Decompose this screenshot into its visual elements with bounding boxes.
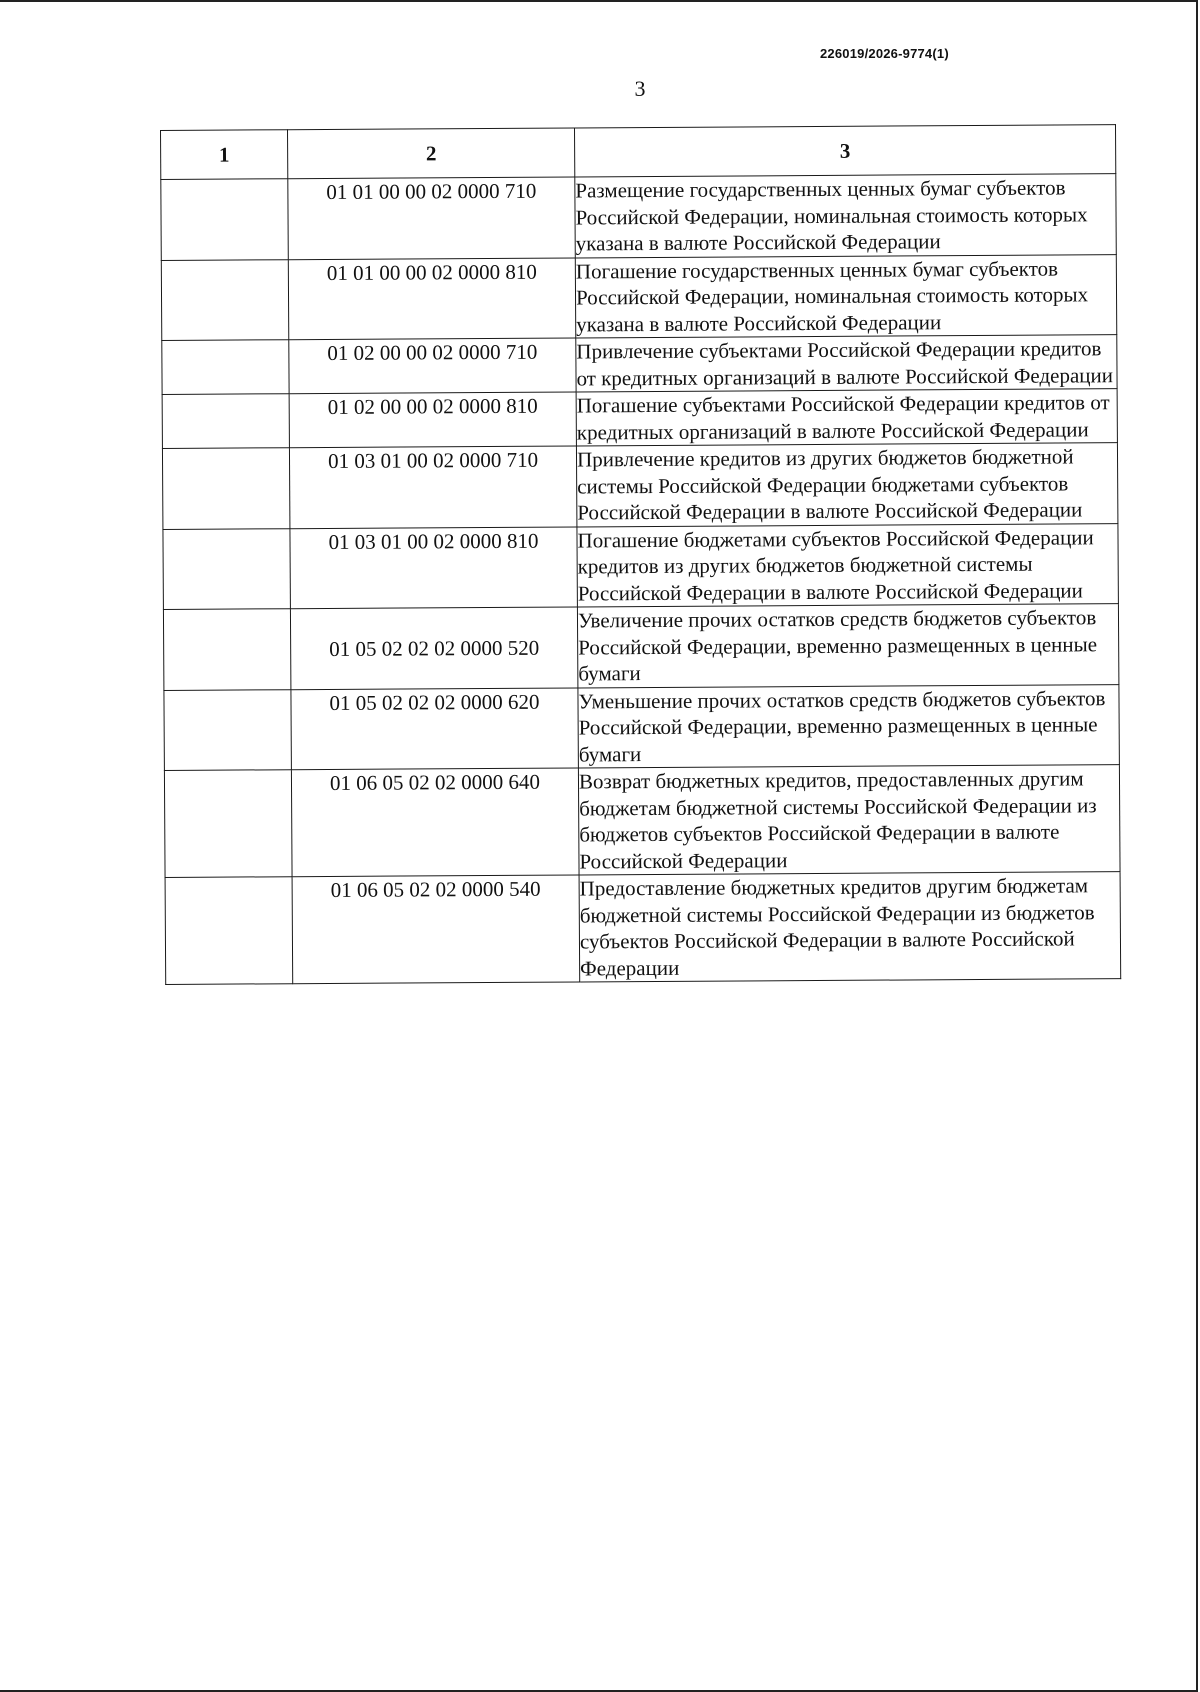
budget-codes-table: [160, 124, 1121, 985]
description-cell: Привлечение кредитов из других бюджетов бюджетной системы Российской Федерации бюджетами субъектов Российской Федерации в валюте Российской Федерации: [576, 443, 1117, 527]
budget-code-cell: 01 03 01 00 02 0000 810: [290, 526, 577, 608]
budget-code-cell: 01 06 05 02 02 0000 640: [291, 768, 579, 877]
column-header-3: 3: [574, 125, 1115, 177]
row-col1-cell: [163, 609, 290, 690]
description-cell: Привлечение субъектами Российской Федерации кредитов от кредитных организаций в валюте Российской Федерации: [576, 335, 1117, 392]
table-row: [162, 443, 1117, 529]
budget-code-cell: 01 02 00 00 02 0000 810: [289, 392, 576, 448]
table-row: [163, 604, 1118, 690]
row-col1-cell: [162, 448, 289, 529]
budget-code-cell: 01 06 05 02 02 0000 540: [292, 875, 580, 984]
description-cell: Погашение государственных ценных бумаг субъектов Российской Федерации, номинальная стоимость которых указана в валюте Российской Федерации: [575, 254, 1116, 338]
budget-code-cell: 01 02 00 00 02 0000 710: [289, 338, 576, 394]
table-row: [164, 684, 1119, 770]
document-id: 226019/2026-9774(1): [820, 46, 949, 61]
table-row: [165, 872, 1121, 985]
budget-code-cell: 01 05 02 02 02 0000 520: [290, 607, 577, 689]
row-col1-cell: [163, 528, 290, 609]
description-cell: Погашение субъектами Российской Федерации кредитов от кредитных организаций в валюте Российской Федерации: [576, 389, 1117, 446]
table-row: [164, 765, 1120, 878]
row-col1-cell: [161, 179, 288, 260]
row-col1-cell: [162, 340, 289, 395]
budget-code-cell: 01 05 02 02 02 0000 620: [291, 687, 578, 769]
table-row: [163, 523, 1118, 609]
row-col1-cell: [162, 394, 289, 449]
row-col1-cell: [164, 770, 292, 878]
table-row: [162, 335, 1117, 395]
table-row: [161, 254, 1116, 340]
description-cell: Предоставление бюджетных кредитов другим бюджетам бюджетной системы Российской Федерации из бюджетов субъектов Российской Федерации в валюте Российской Федерации: [579, 872, 1121, 982]
description-cell: Погашение бюджетами субъектов Российской Федерации кредитов из других бюджетов бюджетной системы Российской Федерации в валюте Российской Федерации: [577, 523, 1118, 607]
description-cell: Возврат бюджетных кредитов, предоставленных другим бюджетам бюджетной системы Российской Федерации из бюджетов субъектов Российской Федерации в валюте Российской Федерации: [578, 765, 1120, 875]
column-header-1: 1: [161, 130, 288, 180]
description-cell: Уменьшение прочих остатков средств бюджетов субъектов Российской Федерации, временно размещенных в ценные бумаги: [578, 684, 1119, 768]
budget-code-cell: 01 03 01 00 02 0000 710: [289, 446, 576, 528]
budget-code-cell: 01 01 00 00 02 0000 710: [288, 177, 575, 259]
table-row: [161, 174, 1116, 260]
description-cell: Размещение государственных ценных бумаг субъектов Российской Федерации, номинальная стоимость которых указана в валюте Российской Федерации: [575, 174, 1116, 258]
row-col1-cell: [161, 259, 288, 340]
row-col1-cell: [165, 877, 293, 985]
table-header-row: [161, 125, 1116, 180]
row-col1-cell: [164, 689, 291, 770]
page-number: 3: [634, 76, 646, 101]
column-header-2: 2: [288, 128, 575, 179]
budget-code-cell: 01 01 00 00 02 0000 810: [288, 257, 575, 339]
description-cell: Увеличение прочих остатков средств бюджетов субъектов Российской Федерации, временно размещенных в ценные бумаги: [577, 604, 1118, 688]
table-row: [162, 389, 1117, 449]
